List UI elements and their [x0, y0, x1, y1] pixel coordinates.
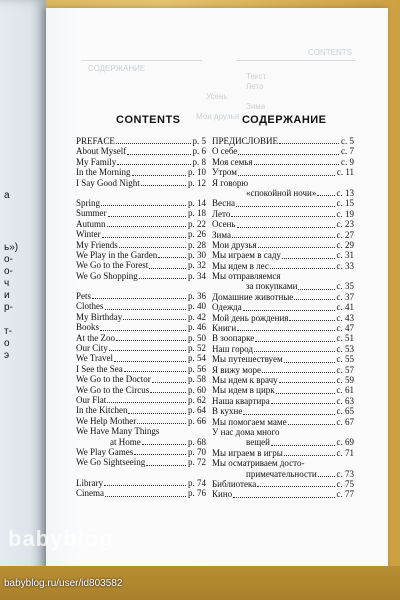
ghost-snippet: Текст — [246, 72, 267, 81]
toc-entry-title: ПРЕДИСЛОВИЕ — [212, 136, 279, 146]
toc-leader-dots — [134, 454, 186, 455]
toc-page-number: p. 30 — [188, 249, 206, 260]
toc-entry — [212, 489, 354, 499]
toc-entry — [76, 488, 206, 498]
toc-page-number: p. 46 — [188, 322, 206, 333]
toc-entry — [76, 281, 206, 291]
toc-entry-title: Весна — [212, 198, 236, 209]
toc-leader-dots — [318, 476, 335, 477]
toc-entry-title: Our Flat — [76, 394, 107, 405]
toc-entry — [76, 291, 206, 301]
toc-page-number: с. 67 — [336, 416, 354, 427]
toc-entry-title: Spring — [76, 197, 101, 208]
toc-leader-dots — [284, 362, 335, 363]
contents-page — [46, 8, 388, 568]
toc-entry-title: Мои друзья — [212, 239, 257, 250]
toc-page-number: p. 76 — [188, 488, 206, 499]
toc-entry — [212, 292, 354, 302]
toc-leader-dots — [105, 496, 186, 497]
toc-page-number: с. 19 — [336, 208, 354, 219]
toc-entry — [76, 146, 206, 156]
toc-entry-title: У нас дома много — [212, 426, 280, 437]
toc-entry — [212, 281, 354, 291]
toc-page-number: p. 14 — [188, 197, 206, 208]
toc-leader-dots — [107, 402, 186, 403]
toc-entry — [76, 219, 206, 229]
toc-leader-dots — [270, 268, 335, 269]
toc-entry — [76, 426, 206, 436]
toc-entry-title: My Birthday — [76, 311, 123, 322]
toc-entry-title: Наш город — [212, 343, 253, 354]
toc-entry-title: In the Morning — [76, 167, 131, 178]
toc-page-number: p. 58 — [188, 374, 206, 385]
toc-entry-title: Pets — [76, 291, 92, 302]
toc-entry-title: Библиотека — [212, 478, 257, 489]
left-page-fragment: и — [4, 290, 10, 301]
toc-leader-dots — [276, 393, 335, 394]
toc-entry — [76, 447, 206, 457]
toc-page-number: p. 56 — [188, 363, 206, 374]
toc-leader-dots — [107, 226, 186, 227]
toc-leader-dots — [298, 289, 334, 290]
toc-entry — [76, 198, 206, 208]
toc-entry-title: We Play Games — [76, 446, 134, 457]
left-page-fragment: а — [4, 190, 10, 201]
toc-page-number: с. 59 — [336, 374, 354, 385]
toc-leader-dots — [152, 382, 186, 383]
toc-entry-title: Library — [76, 477, 103, 488]
toc-entry-title: О себе — [212, 146, 238, 157]
toc-entry-title: В зоопарке — [212, 333, 255, 344]
toc-entry — [76, 364, 206, 374]
toc-leader-dots — [271, 445, 335, 446]
toc-leader-dots — [150, 392, 186, 393]
toc-leader-dots — [101, 205, 186, 206]
toc-entry-title: Домашние животные — [212, 291, 294, 302]
toc-page-number: p. 12 — [188, 177, 206, 188]
toc-entry-title: Я вижу море — [212, 364, 261, 375]
toc-leader-dots — [236, 206, 334, 207]
toc-entry-title: We Go Shopping — [76, 270, 138, 281]
toc-page-number: p. 18 — [188, 208, 206, 219]
toc-leader-dots — [284, 455, 335, 456]
toc-leader-dots — [108, 216, 187, 217]
toc-page-number: p. 26 — [188, 229, 206, 240]
toc-page-number: с. 37 — [336, 291, 354, 302]
ghost-rule — [236, 60, 356, 61]
toc-leader-dots — [123, 319, 186, 320]
toc-leader-dots — [117, 164, 190, 165]
toc-entry — [212, 188, 354, 198]
toc-page-number: p. 32 — [188, 260, 206, 271]
toc-leader-dots — [149, 268, 186, 269]
toc-leader-dots — [139, 278, 186, 279]
toc-leader-dots — [262, 372, 335, 373]
toc-page-number: с. 23 — [336, 219, 354, 230]
toc-entry — [76, 457, 206, 467]
toc-page-number: p. 70 — [188, 446, 206, 457]
contents-heading: CONTENTS — [116, 114, 181, 126]
toc-leader-dots — [231, 216, 334, 217]
toc-entry — [212, 479, 354, 489]
toc-entry-title: Мы идем к врачу — [212, 374, 278, 385]
toc-entry — [212, 354, 354, 364]
toc-entry — [212, 323, 354, 333]
toc-leader-dots — [116, 143, 191, 144]
toc-entry — [76, 250, 206, 260]
toc-page-number: с. 63 — [336, 395, 354, 406]
left-page-fragment: ь») — [4, 242, 19, 253]
toc-page-number: с. 35 — [336, 281, 354, 292]
toc-leader-dots — [128, 413, 186, 414]
toc-page-number: p. 22 — [188, 218, 206, 229]
toc-entry — [212, 198, 354, 208]
toc-entry-title: Осень — [212, 219, 236, 230]
toc-leader-dots — [257, 486, 334, 487]
toc-leader-dots — [141, 185, 186, 186]
toc-entry — [212, 261, 354, 271]
toc-entry — [212, 427, 354, 437]
toc-page-number: p. 62 — [188, 394, 206, 405]
toc-page-number: p. 52 — [188, 343, 206, 354]
toc-entry-title: PREFACE — [76, 136, 115, 146]
toc-page-number: с. 55 — [336, 354, 354, 365]
toc-leader-dots — [105, 309, 186, 310]
toc-entry-title: We Go to the Forest — [76, 260, 149, 271]
toc-page-number: с. 71 — [336, 447, 354, 458]
toc-entry — [76, 405, 206, 415]
toc-entry-title: Clothes — [76, 301, 104, 312]
toc-page-number: p. 74 — [188, 477, 206, 488]
toc-entry-title: Я говорю — [212, 177, 249, 188]
toc-entry — [76, 301, 206, 311]
toc-entry-title: My Family — [76, 156, 117, 167]
contents-column-russian — [212, 136, 354, 500]
toc-entry-title: Мы идем в лес — [212, 260, 269, 271]
toc-entry-title: Autumn — [76, 218, 106, 229]
toc-leader-dots — [294, 299, 334, 300]
toc-entry — [212, 313, 354, 323]
toc-page-number: с. 51 — [336, 333, 354, 344]
ghost-snippet: Лето — [246, 82, 264, 91]
toc-leader-dots — [289, 320, 334, 321]
toc-page-number: p. 60 — [188, 384, 206, 395]
toc-entry-title: Зима — [212, 229, 231, 240]
toc-page-number: с. 5 — [341, 136, 354, 146]
toc-entry-title: Cinema — [76, 488, 104, 499]
toc-leader-dots — [132, 175, 187, 176]
toc-page-number: p. 6 — [192, 146, 206, 157]
toc-leader-dots — [146, 465, 186, 466]
toc-leader-dots — [100, 330, 186, 331]
left-page-fragment: р- — [4, 302, 13, 313]
toc-entry-title: Мы идем в цирк — [212, 385, 275, 396]
toc-entry — [212, 437, 354, 447]
left-page-fragment: э — [4, 350, 10, 361]
toc-leader-dots — [288, 424, 335, 425]
toc-leader-dots — [243, 310, 335, 311]
toc-page-number: p. 8 — [192, 156, 206, 167]
toc-leader-dots — [279, 382, 335, 383]
toc-entry-title: за покупками — [246, 281, 298, 292]
toc-entry-title: Кино — [212, 489, 233, 500]
toc-entry — [76, 167, 206, 177]
toc-page-number: с. 61 — [336, 385, 354, 396]
toc-entry-title: Утром — [212, 167, 237, 178]
toc-entry-title: Our City — [76, 343, 108, 354]
toc-page-number: с. 11 — [336, 167, 354, 178]
toc-entry — [212, 448, 354, 458]
toc-page-number: p. 72 — [188, 457, 206, 468]
toc-entry-title: We Play in the Garden — [76, 249, 158, 260]
left-page-fragment: о- — [4, 254, 13, 265]
toc-entry-title: Мы помогаем маме — [212, 416, 287, 427]
toc-leader-dots — [124, 371, 186, 372]
toc-entry — [76, 271, 206, 281]
toc-page-number: с. 53 — [336, 343, 354, 354]
left-page-fragment: о- — [4, 266, 13, 277]
toc-entry-title: We Go to the Doctor — [76, 374, 151, 385]
toc-entry-title: In the Kitchen — [76, 405, 128, 416]
toc-entry — [212, 250, 354, 260]
toc-leader-dots — [137, 423, 186, 424]
toc-entry-title: Книги — [212, 323, 237, 334]
toc-entry — [212, 136, 354, 146]
toc-entry — [212, 302, 354, 312]
toc-entry — [212, 271, 354, 281]
toc-page-number: с. 15 — [336, 198, 354, 209]
soderzhanie-heading: СОДЕРЖАНИЕ — [242, 114, 327, 126]
toc-page-number: с. 31 — [336, 250, 354, 261]
toc-entry — [76, 416, 206, 426]
toc-entry — [76, 468, 206, 478]
toc-entry — [212, 385, 354, 395]
toc-entry — [76, 333, 206, 343]
contents-column-english — [76, 136, 206, 499]
toc-entry-title: Моя семья — [212, 156, 253, 167]
toc-leader-dots — [255, 341, 334, 342]
toc-page-number: с. 41 — [336, 302, 354, 313]
toc-entry — [76, 437, 206, 447]
toc-entry-title: Мы осматриваем досто- — [212, 458, 305, 469]
toc-entry-title: «спокойной ночи» — [246, 187, 317, 198]
toc-page-number: с. 47 — [336, 323, 354, 334]
toc-entry-title: Мы путешествуем — [212, 354, 283, 365]
toc-leader-dots — [233, 497, 334, 498]
toc-leader-dots — [114, 361, 186, 362]
toc-page-number: p. 28 — [188, 239, 206, 250]
toc-entry-title: вещей — [246, 437, 270, 448]
toc-entry — [76, 208, 206, 218]
toc-entry — [212, 167, 354, 177]
toc-page-number: p. 5 — [192, 136, 206, 146]
toc-entry — [212, 396, 354, 406]
toc-entry-title: Наша квартира — [212, 395, 270, 406]
toc-entry — [76, 312, 206, 322]
toc-entry-title: We Travel — [76, 353, 114, 364]
toc-leader-dots — [116, 340, 186, 341]
toc-page-number: p. 36 — [188, 291, 206, 302]
toc-entry-title: В кухне — [212, 406, 243, 417]
toc-leader-dots — [238, 154, 339, 155]
toc-page-number: с. 65 — [336, 406, 354, 417]
toc-entry-title: Мы играем в саду — [212, 250, 281, 261]
toc-entry — [212, 178, 354, 188]
toc-entry — [76, 385, 206, 395]
toc-entry — [76, 240, 206, 250]
watermark-url: babyblog.ru/user/id803582 — [4, 578, 123, 589]
toc-page-number: с. 27 — [336, 229, 354, 240]
ghost-rule — [82, 60, 202, 61]
toc-page-number: p. 42 — [188, 311, 206, 322]
toc-page-number: p. 54 — [188, 353, 206, 364]
toc-leader-dots — [258, 247, 335, 248]
toc-entry — [76, 322, 206, 332]
ghost-snippet: Усень — [206, 92, 228, 101]
toc-leader-dots — [317, 195, 334, 196]
toc-entry-title: We Go Sightseeing — [76, 457, 146, 468]
toc-page-number: p. 66 — [188, 415, 206, 426]
toc-page-number: с. 57 — [336, 364, 354, 375]
toc-entry — [76, 136, 206, 146]
toc-page-number: с. 75 — [336, 478, 354, 489]
left-page-fragment: о — [4, 338, 10, 349]
toc-entry-title: примечательности — [246, 468, 317, 479]
toc-leader-dots — [232, 237, 335, 238]
left-page-fragment: ч — [4, 278, 10, 289]
toc-page-number: p. 64 — [188, 405, 206, 416]
toc-leader-dots — [254, 164, 339, 165]
toc-leader-dots — [104, 485, 186, 486]
toc-entry-title: We Help Mother — [76, 415, 137, 426]
toc-entry — [212, 365, 354, 375]
toc-leader-dots — [237, 227, 335, 228]
ghost-snippet: Зима — [246, 102, 266, 111]
toc-entry-title: My Friends — [76, 239, 118, 250]
toc-page-number: с. 69 — [336, 437, 354, 448]
toc-entry-title: Мы играем в игры — [212, 447, 283, 458]
toc-entry — [76, 374, 206, 384]
toc-leader-dots — [142, 444, 186, 445]
toc-entry-title: I Say Good Night — [76, 177, 140, 188]
toc-page-number: с. 43 — [336, 312, 354, 323]
toc-page-number: p. 68 — [188, 436, 206, 447]
toc-page-number: с. 13 — [336, 187, 354, 198]
toc-leader-dots — [254, 351, 335, 352]
toc-page-number: с. 7 — [341, 146, 354, 157]
toc-leader-dots — [127, 154, 190, 155]
toc-entry — [212, 209, 354, 219]
left-page-fragment: т- — [4, 326, 12, 337]
toc-entry — [212, 344, 354, 354]
toc-leader-dots — [119, 247, 186, 248]
toc-page-number: p. 10 — [188, 167, 206, 178]
toc-page-number: p. 34 — [188, 270, 206, 281]
toc-entry — [212, 146, 354, 156]
toc-leader-dots — [102, 237, 186, 238]
toc-entry-title: We Have Many Things — [76, 426, 160, 437]
toc-entry-title: Мой день рождения — [212, 312, 289, 323]
toc-entry-title: We Go to the Circus — [76, 384, 150, 395]
toc-entry-title: Summer — [76, 208, 107, 219]
toc-page-number: с. 77 — [336, 489, 354, 500]
babyblog-logo: babyblog — [8, 526, 114, 551]
toc-entry-title: Winter — [76, 229, 101, 240]
toc-entry-title: I See the Sea — [76, 363, 123, 374]
toc-leader-dots — [238, 175, 335, 176]
toc-entry-title: Лето — [212, 208, 231, 219]
toc-entry — [212, 240, 354, 250]
toc-page-number: с. 73 — [336, 468, 354, 479]
toc-entry — [212, 458, 354, 468]
toc-leader-dots — [109, 350, 186, 351]
toc-entry — [212, 469, 354, 479]
toc-page-number: с. 29 — [336, 239, 354, 250]
toc-entry — [76, 229, 206, 239]
toc-leader-dots — [237, 330, 334, 331]
toc-entry-title: Books — [76, 322, 100, 333]
toc-entry-title: At the Zoo — [76, 332, 115, 343]
toc-entry — [76, 157, 206, 167]
ghost-snippet: Мои друзья — [196, 112, 240, 121]
toc-entry-title: Мы отправляемся — [212, 271, 281, 282]
toc-entry — [212, 333, 354, 343]
toc-entry — [212, 230, 354, 240]
toc-entry — [76, 395, 206, 405]
toc-entry — [212, 157, 354, 167]
toc-page-number: с. 9 — [341, 156, 354, 167]
toc-entry — [76, 178, 206, 188]
toc-leader-dots — [92, 298, 186, 299]
toc-entry-title: Одежда — [212, 302, 242, 313]
ghost-heading: СОДЕРЖАНИЕ — [88, 64, 146, 73]
toc-leader-dots — [158, 257, 186, 258]
toc-page-number: p. 50 — [188, 332, 206, 343]
toc-entry-title: at Home — [110, 436, 141, 447]
toc-entry — [212, 417, 354, 427]
toc-leader-dots — [271, 403, 335, 404]
toc-entry — [76, 478, 206, 488]
toc-leader-dots — [279, 143, 339, 144]
toc-entry — [76, 188, 206, 198]
ghost-heading: CONTENTS — [308, 48, 352, 57]
toc-page-number: с. 33 — [336, 260, 354, 271]
toc-page-number: p. 40 — [188, 301, 206, 312]
toc-entry — [76, 353, 206, 363]
toc-entry — [212, 219, 354, 229]
left-page-edge — [0, 0, 46, 600]
toc-entry — [76, 260, 206, 270]
toc-entry — [212, 375, 354, 385]
toc-leader-dots — [243, 414, 334, 415]
toc-entry-title: About Myself — [76, 146, 127, 157]
toc-entry — [76, 343, 206, 353]
toc-entry — [212, 406, 354, 416]
toc-leader-dots — [282, 258, 335, 259]
